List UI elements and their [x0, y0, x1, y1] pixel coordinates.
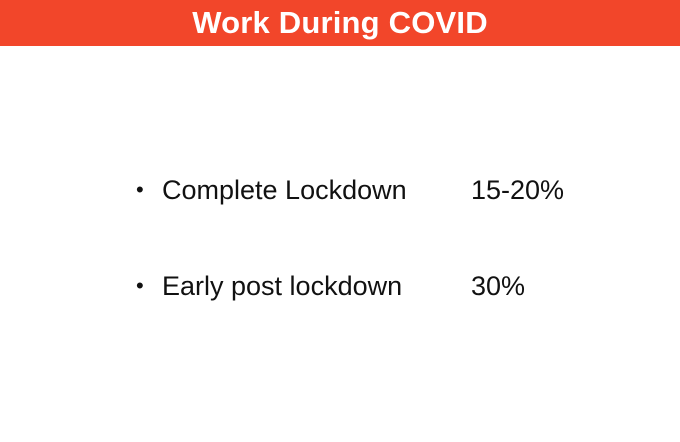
bullet-item-complete-lockdown: [136, 170, 564, 210]
bullet-label: Early post lockdown: [162, 270, 403, 301]
slide-title: Work During COVID: [192, 5, 488, 40]
bullet-value: 30%: [471, 270, 526, 301]
bullet-label: Complete Lockdown: [162, 174, 407, 205]
bullet-marker: •: [136, 273, 144, 298]
bullet-marker: •: [136, 177, 144, 202]
title-bar: [0, 0, 680, 46]
bullet-value: 15-20%: [471, 174, 565, 205]
bullet-item-early-post-lockdown: [136, 266, 525, 306]
